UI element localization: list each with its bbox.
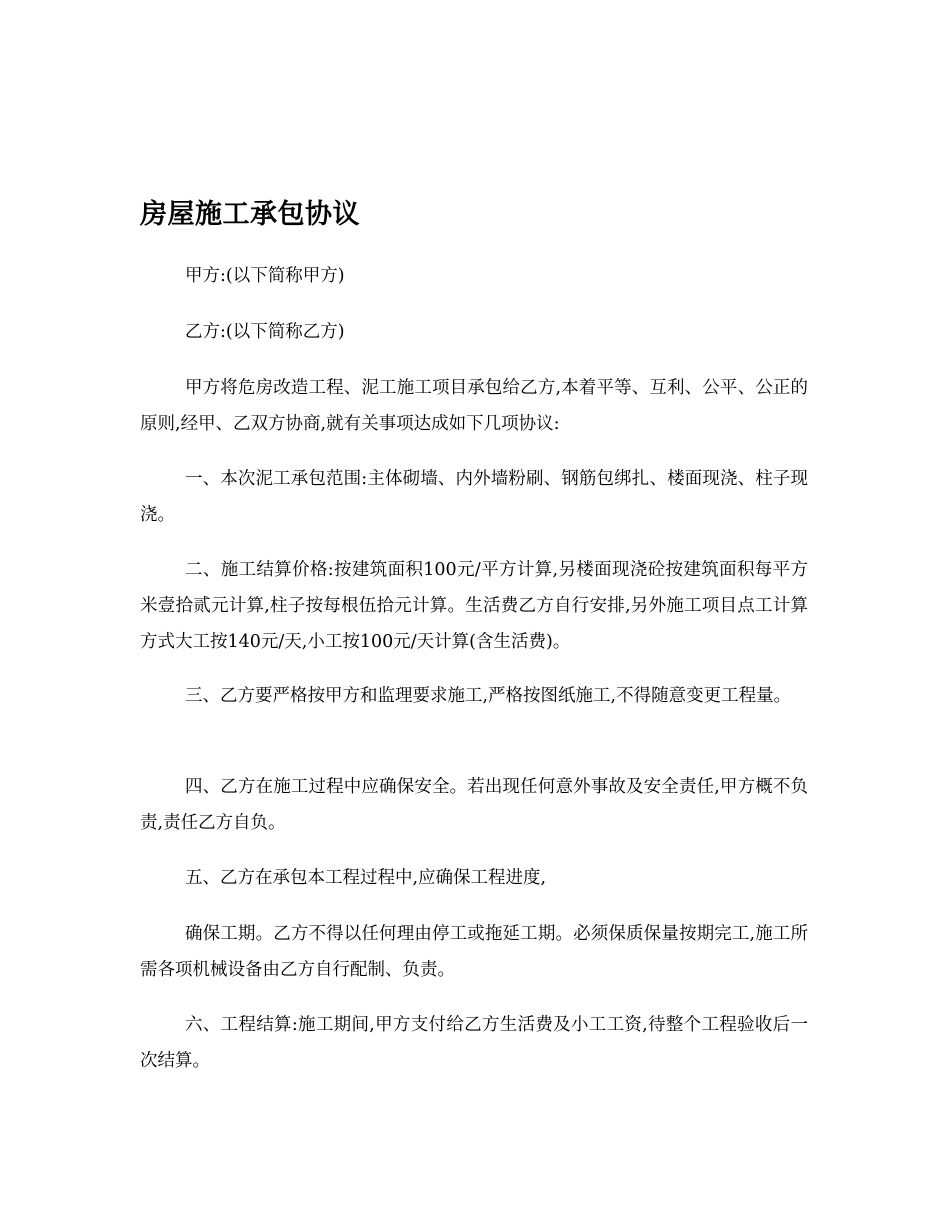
clause-4: 四、乙方在施工过程中应确保安全。若出现任何意外事故及安全责任,甲方概不负责,责任乙方自负。 — [140, 777, 808, 833]
party-b-line: 乙方:(以下简称乙方) — [185, 322, 345, 342]
intro-paragraph: 甲方将危房改造工程、泥工施工项目承包给乙方,本着平等、互利、公平、公正的原则,经甲、乙双方协商,就有关事项达成如下几项协议: — [140, 378, 808, 434]
clause-3: 三、乙方要严格按甲方和监理要求施工,严格按图纸施工,不得随意变更工程量。 — [185, 686, 792, 706]
clause-2: 二、施工结算价格:按建筑面积100元/平方计算,另楼面现浇砼按建筑面积每平方米壹拾贰元计算,柱子按每根伍拾元计算。生活费乙方自行安排,另外施工项目点工计算方式大工按140元/天,小工按100元/天计算(含生活费)。 — [140, 560, 808, 652]
clause-6: 六、工程结算:施工期间,甲方支付给乙方生活费及小工工资,待整个工程验收后一次结算。 — [140, 1015, 808, 1071]
document-title: 房屋施工承包协议 — [140, 199, 360, 230]
clause-5-continued: 确保工期。乙方不得以任何理由停工或拖延工期。必须保质保量按期完工,施工所需各项机械设备由乙方自行配制、负责。 — [140, 924, 808, 980]
clause-1: 一、本次泥工承包范围:主体砌墙、内外墙粉刷、钢筋包绑扎、楼面现浇、柱子现浇。 — [140, 469, 808, 525]
party-a-line: 甲方:(以下简称甲方) — [185, 266, 345, 286]
clause-5: 五、乙方在承包本工程过程中,应确保工程进度, — [185, 868, 547, 888]
